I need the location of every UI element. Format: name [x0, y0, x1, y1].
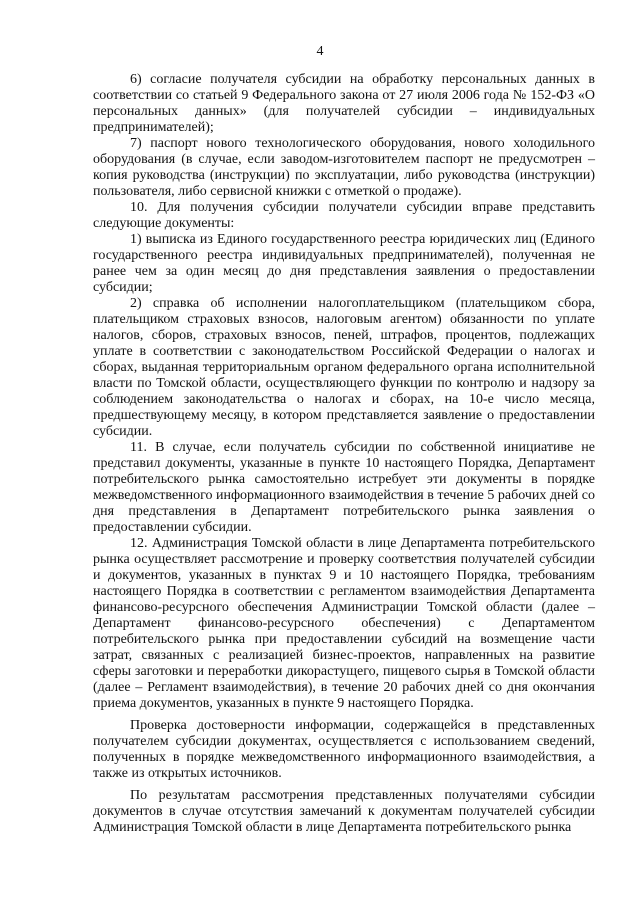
document-body [93, 72, 595, 836]
paragraph-section-11: 11. В случае, если получатель субсидии по собственной инициативе не представил документы, указанные в пункте 10 настоящего Порядка, Департамент потребительского рынка самостоятельно истребует эти документы в порядке межведомственного информационного взаимодействия в течение 5 рабочих дней со дня представления в Департамент потребительского рынка заявления о предоставлении субсидии. [93, 440, 595, 535]
paragraph-item-7-equipment-passport: 7) паспорт нового технологического оборудования, нового холодильного оборудования (в случае, если заводом-изготовителем паспорт не предусмотрен – копия руководства (инструкции) по эксплуатации, либо руководства (инструкции) пользователя, либо сервисной книжки с отметкой о продаже). [93, 136, 595, 199]
paragraph-section-10: 10. Для получения субсидии получатели субсидии вправе представить следующие документы: [93, 200, 595, 231]
paragraph-review-results: По результатам рассмотрения представленных получателями субсидии документов в случае отсутствия замечаний к документам получателей субсидии Администрация Томской области в лице Департамента потребительского рынка [93, 788, 595, 835]
page-number: 4 [316, 44, 324, 59]
paragraph-item-2-tax-certificate: 2) справка об исполнении налогоплательщиком (плательщиком сбора, плательщиком страховых взносов, налоговым агентом) обязанности по уплате налогов, сборов, страховых взносов, пеней, штрафов, процентов, подлежащих уплате в соответствии с законодательством Российской Федерации о налогах и сборах, выданная территориальным органом федерального органа исполнительной власти по Томской области, осуществляющего функции по контролю и надзору за соблюдением законодательства о налогах и сборах, на 10-е число месяца, предшествующему месяцу, в котором представляется заявление о предоставлении субсидии. [93, 296, 595, 439]
paragraph-verification: Проверка достоверности информации, содержащейся в представленных получателем субсидии документах, осуществляется с использованием сведений, полученных в порядке межведомственного информационного взаимодействия, а также из открытых источников. [93, 718, 595, 781]
paragraph-item-6-consent: 6) согласие получателя субсидии на обработку персональных данных в соответствии со статьей 9 Федерального закона от 27 июля 2006 года № 152-ФЗ «О персональных данных» (для получателей субсидии – индивидуальных предпринимателей); [93, 72, 595, 135]
paragraph-item-1-registry-extract: 1) выписка из Единого государственного реестра юридических лиц (Единого государственного реестра индивидуальных предпринимателей), полученная не ранее чем за один месяц до дня представления заявления о предоставлении субсидии; [93, 232, 595, 295]
paragraph-section-12: 12. Администрация Томской области в лице Департамента потребительского рынка осуществляет рассмотрение и проверку соответствия получателей субсидии и документов, указанных в пунктах 9 и 10 настоящего Порядка, требованиям настоящего Порядка в соответствии с регламентом взаимодействия Департамента финансово-ресурсного обеспечения Администрации Томской области (далее – Департамент финансово-ресурсного обеспечения) с Департаментом потребительского рынка при предоставлении субсидий на возмещение части затрат, связанных с реализацией бизнес-проектов, направленных на развитие сферы заготовки и переработки дикорастущего, пищевого сырья в Томской области (далее – Регламент взаимодействия), в течение 20 рабочих дней со дня окончания приема документов, указанных в пункте 9 настоящего Порядка. [93, 536, 595, 711]
